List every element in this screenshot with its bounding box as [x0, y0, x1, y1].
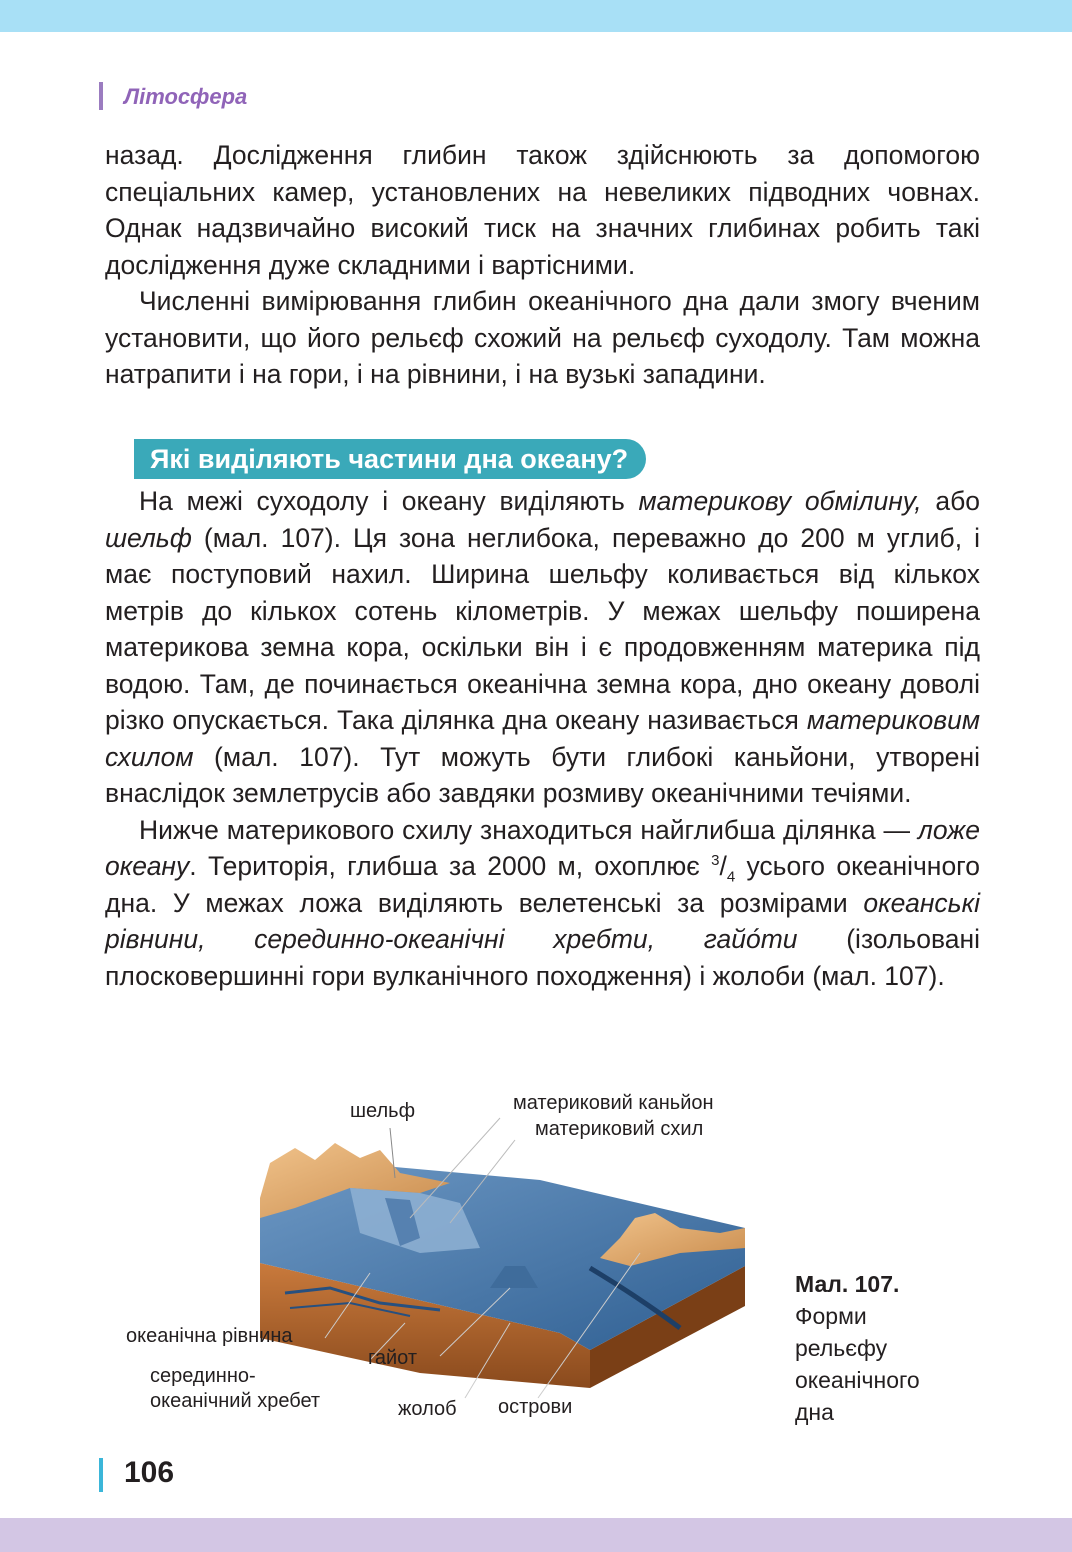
label-slope: материковий схил [535, 1118, 704, 1140]
section-title: Літосфера [124, 84, 248, 109]
paragraph-relief: Численні вимірювання глибин океанічного дна дали змогу вченим установити, що його рельєф схожий на рельєф суходолу. Там можна натрапити і на гори, і на рівнини, і на вузькі западини. [105, 286, 980, 389]
paragraph-continuation: назад. Дослідження глибин також здійснюють за допомогою спеціальних камер, установлених на невеликих підводних човнах. Однак надзвичайно високий тиск на значних глибинах робить такі дослідження дуже складними і вартісними. [105, 140, 980, 280]
caption-line: океанічного [795, 1367, 920, 1393]
ocean-floor-figure [120, 1088, 800, 1428]
page-number: 106 [124, 1456, 175, 1489]
label-shelf: шельф [350, 1100, 416, 1122]
caption-line: Форми [795, 1303, 867, 1329]
bottom-decor-band [0, 1518, 1072, 1552]
caption-title: Мал. 107. [795, 1271, 900, 1297]
label-canyon: материковий каньйон [513, 1092, 714, 1114]
label-ridge-line2: океанічний хребет [150, 1390, 321, 1412]
caption-line: рельєфу [795, 1335, 888, 1361]
label-trench: жолоб [398, 1398, 457, 1420]
label-islands: острови [498, 1396, 573, 1418]
caption-line: дна [795, 1399, 834, 1425]
paragraph-shelf: На межі суходолу і океану виділяють материкову обмілину, або шельф (мал. 107). Ця зона неглибока, переважно до 200 м углиб, і має поступовий нахил. Ширина шельфу коливається від кількох метрів до кількох сотень кілометрів. У межах шельфу поширена материкова земна кора, оскільки він і є продовженням материка під водою. Там, де починається океанічна земна кора, дно океану доволі різко опускається. Така ділянка дна океану називається материковим схилом (мал. 107). Тут можуть бути глибокі каньйони, утворені внаслідок землетрусів або завдяки розмиву океанічними течіями. [105, 486, 980, 808]
text-block-upper [105, 137, 980, 393]
figure-caption [795, 1268, 920, 1428]
page-number-marker [99, 1458, 103, 1492]
label-ocean-plain: океанічна рівнина [126, 1325, 293, 1347]
question-heading: Які виділяють частини дна океану? [134, 439, 646, 479]
paragraph-ocean-floor: Нижче материкового схилу знаходиться найглибша ділянка — ложе океану. Територія, глибша за 2000 м, охоплює $^3/_4$ усього океанічного дна. У межах ложа виділяють велетенські за розмірами океанські рівнини, серединно-океанічні хребти, гайо́ти (ізольовані плосковершинні гори вулканічного походження) і жолоби (мал. 107). [105, 814, 981, 991]
label-ridge-line1: серединно- [150, 1365, 256, 1387]
top-decor-band [0, 0, 1072, 32]
text-block-lower [105, 483, 980, 994]
section-marker [99, 82, 103, 110]
label-guyot: гайот [368, 1347, 417, 1369]
